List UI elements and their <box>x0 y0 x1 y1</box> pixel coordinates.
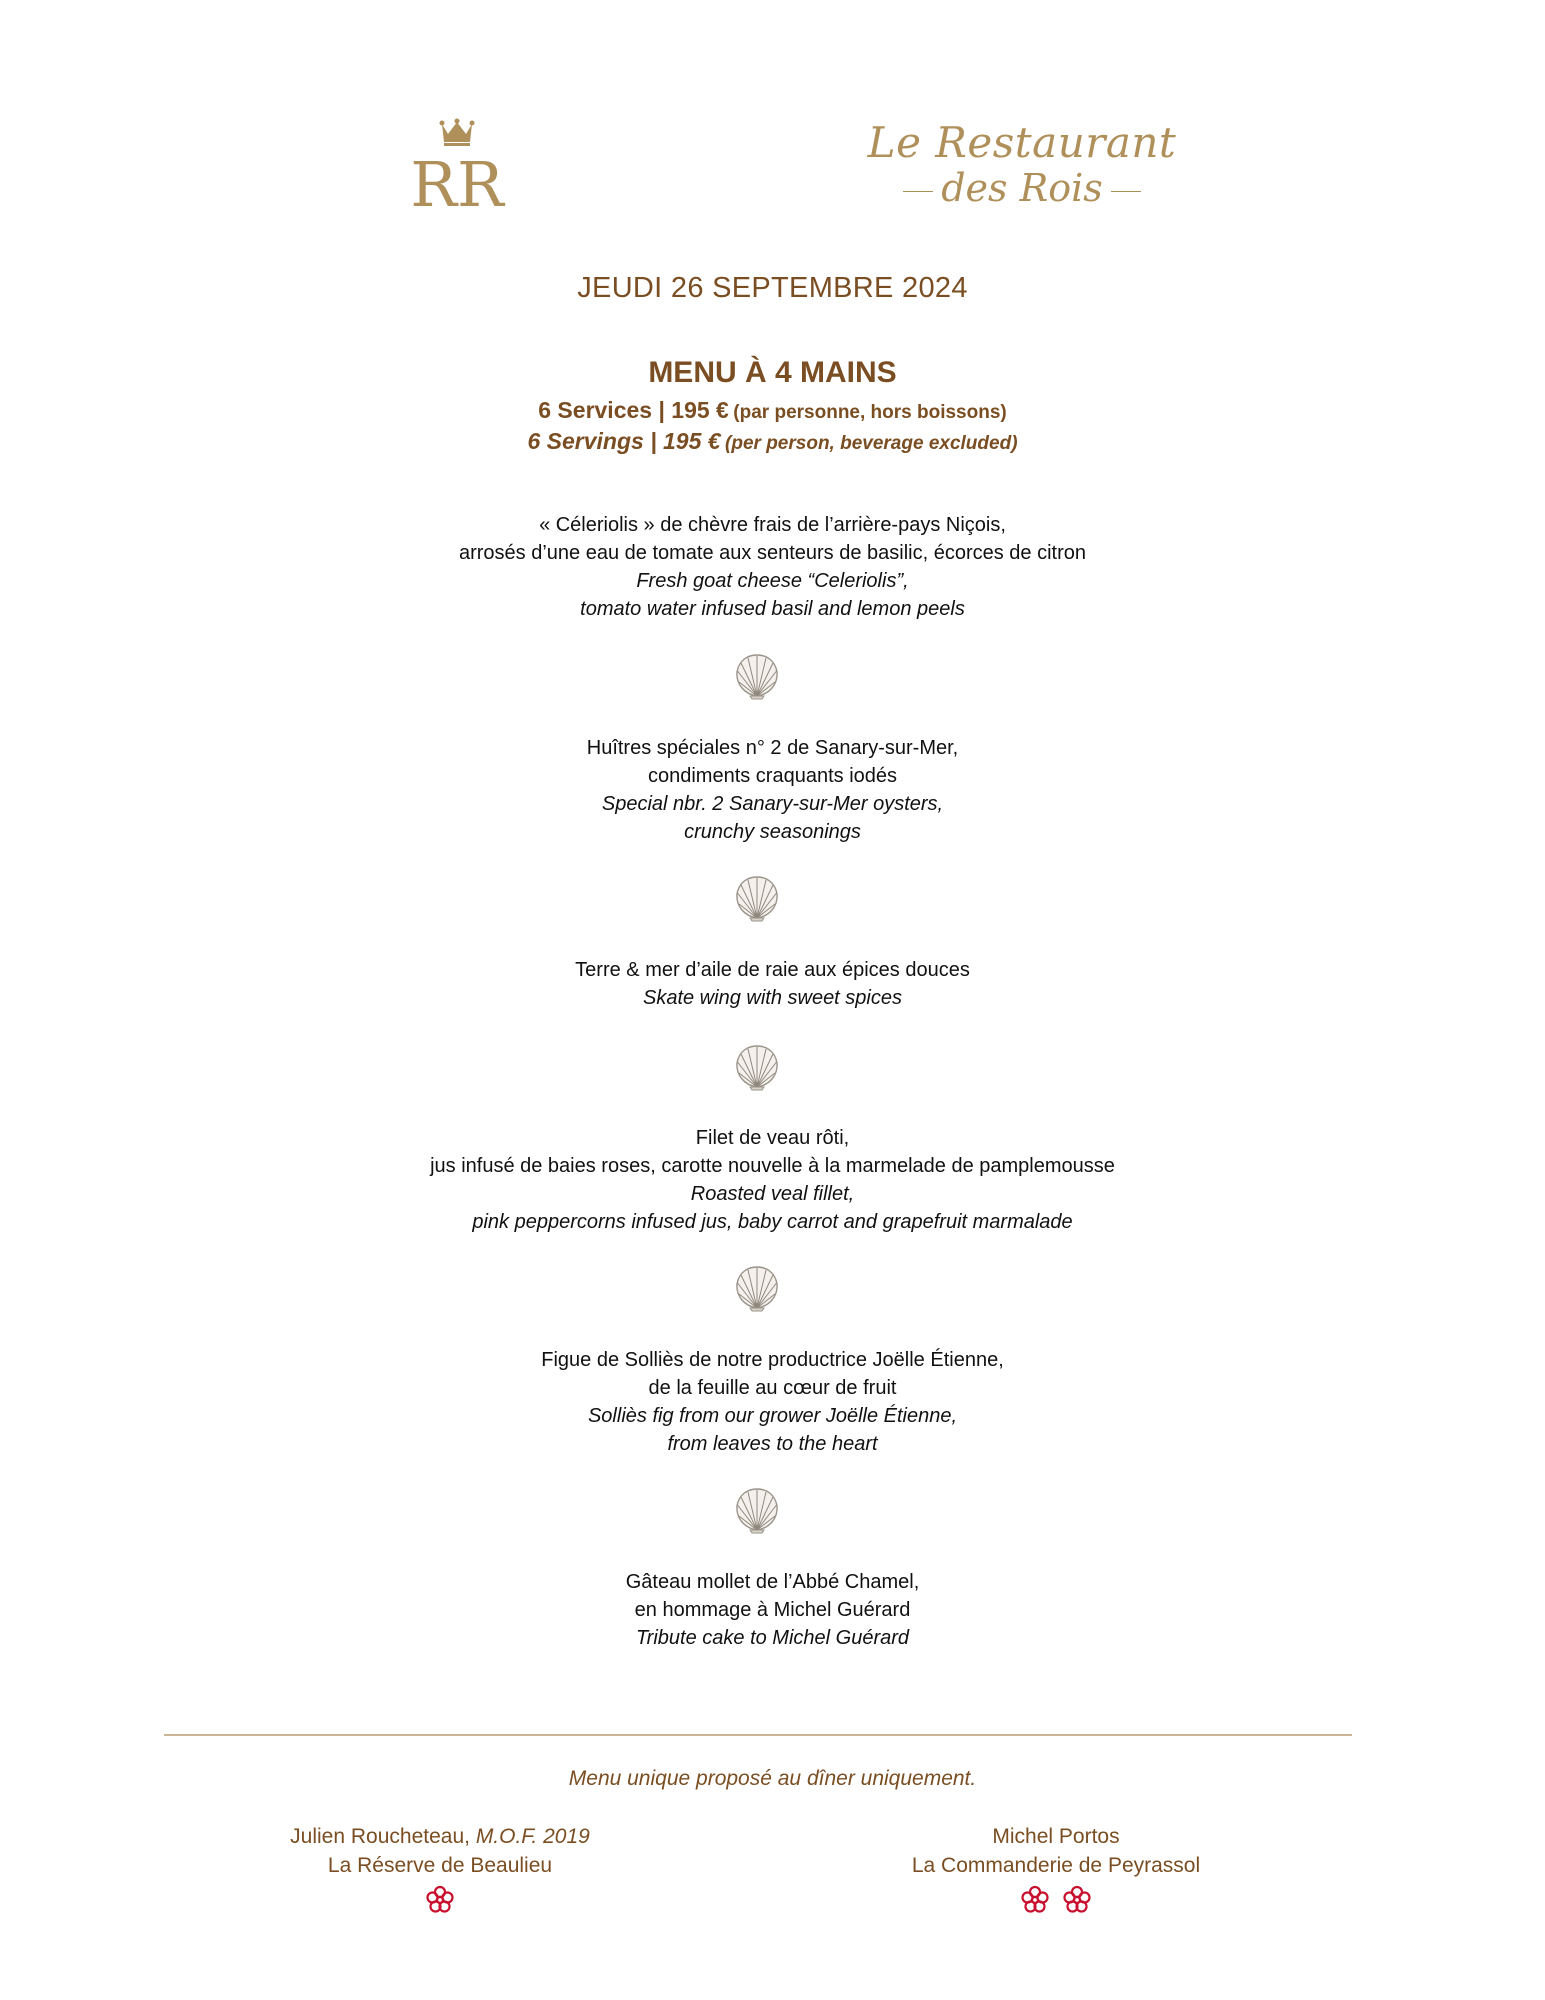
scallop-shell-icon <box>732 1043 782 1091</box>
svg-text:RR: RR <box>410 148 504 218</box>
course-1 <box>0 511 1545 623</box>
course-2 <box>0 734 1545 846</box>
course-6 <box>0 1568 1545 1652</box>
price-fr: 6 Services | 195 € (par personne, hors boissons) <box>538 397 1007 423</box>
chef-left-name: Julien Roucheteau, <box>290 1825 476 1848</box>
course-fr-line: Filet de veau rôti, <box>695 1127 850 1149</box>
course-en-line: tomato water infused basil and lemon peels <box>580 598 965 620</box>
footer-divider <box>164 1734 1352 1736</box>
chef-right <box>836 1822 1276 1918</box>
course-fr-line: jus infusé de baies roses, carotte nouvelle à la marmelade de pamplemousse <box>430 1155 1115 1177</box>
course-fr-line: Huîtres spéciales n° 2 de Sanary-sur-Mer, <box>586 737 959 759</box>
rr-crown-logo <box>392 118 522 218</box>
course-en-line: Special nbr. 2 Sanary-sur-Mer oysters, <box>601 793 944 815</box>
course-en-line: Roasted veal fillet, <box>690 1183 855 1205</box>
course-en-line: pink peppercorns infused jus, baby carrot and grapefruit marmalade <box>472 1211 1073 1233</box>
brand-line2: des Rois <box>941 166 1103 210</box>
chef-right-name: Michel Portos <box>992 1825 1120 1848</box>
course-fr-line: condiments craquants iodés <box>647 765 898 787</box>
course-en-line: Fresh goat cheese “Celeriolis”, <box>636 570 909 592</box>
michelin-star-icon <box>1061 1884 1093 1916</box>
course-en-line: from leaves to the heart <box>667 1433 878 1455</box>
chef-right-venue: La Commanderie de Peyrassol <box>911 1854 1201 1877</box>
course-fr-line: Terre & mer d’aile de raie aux épices douces <box>575 959 970 981</box>
course-3 <box>0 956 1545 1012</box>
course-fr-line: Figue de Solliès de notre productrice Joëlle Étienne, <box>541 1349 1004 1371</box>
scallop-shell-icon <box>732 874 782 922</box>
scallop-shell-icon <box>732 1264 782 1312</box>
chef-left-title: M.O.F. 2019 <box>475 1825 590 1848</box>
chef-left <box>220 1822 660 1918</box>
course-fr-line: arrosés d’une eau de tomate aux senteurs de basilic, écorces de citron <box>458 542 1087 564</box>
course-fr-line: de la feuille au cœur de fruit <box>648 1377 897 1399</box>
michelin-stars-right <box>836 1884 1276 1918</box>
course-4 <box>0 1124 1545 1236</box>
course-fr-line: en hommage à Michel Guérard <box>634 1599 911 1621</box>
course-en-line: Tribute cake to Michel Guérard <box>635 1627 910 1649</box>
price-en: 6 Servings | 195 € (per person, beverage excluded) <box>527 428 1018 454</box>
brand-line1: Le Restaurant <box>867 118 1177 167</box>
course-en-line: Skate wing with sweet spices <box>642 987 902 1009</box>
menu-title: MENU À 4 MAINS <box>648 356 897 389</box>
michelin-star-icon <box>424 1884 456 1916</box>
scallop-shell-icon <box>732 652 782 700</box>
course-en-line: Solliès fig from our grower Joëlle Étienne, <box>587 1405 958 1427</box>
menu-date: JEUDI 26 SEPTEMBRE 2024 <box>577 272 968 304</box>
menu-footnote: Menu unique proposé au dîner uniquement. <box>568 1767 977 1790</box>
scallop-shell-icon <box>732 1486 782 1534</box>
michelin-star-icon <box>1019 1884 1051 1916</box>
brand-wordmark <box>862 120 1182 210</box>
michelin-stars-left <box>220 1884 660 1918</box>
course-fr-line: Gâteau mollet de l’Abbé Chamel, <box>625 1571 920 1593</box>
course-fr-line: « Céleriolis » de chèvre frais de l’arrière-pays Niçois, <box>539 514 1006 536</box>
chef-left-venue: La Réserve de Beaulieu <box>327 1854 553 1877</box>
course-en-line: crunchy seasonings <box>684 821 861 843</box>
course-5 <box>0 1346 1545 1458</box>
